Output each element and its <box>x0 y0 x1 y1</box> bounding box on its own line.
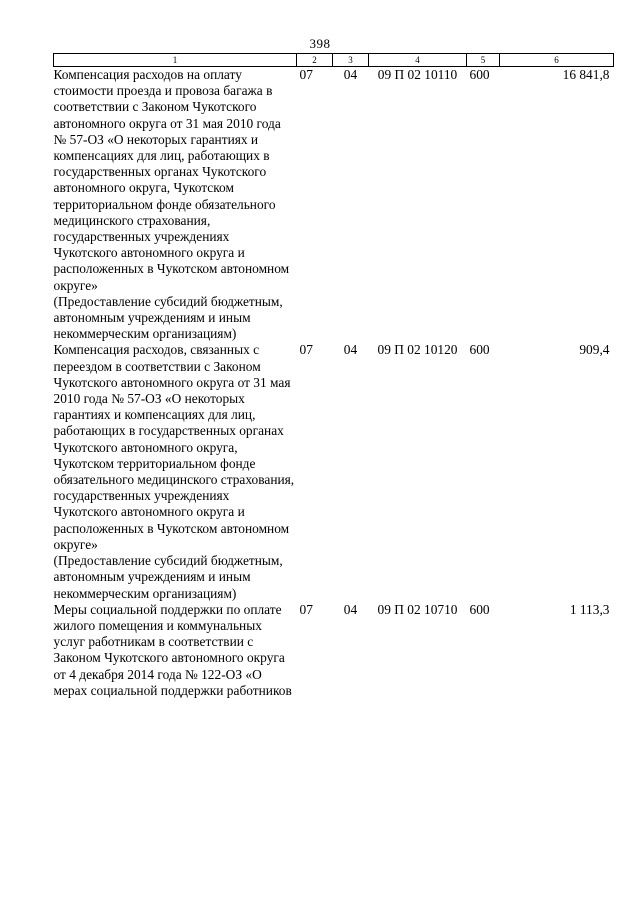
row-note: (Предоставление субсидий бюджетным, автономным учреждениям и иным некоммерческим организациям) <box>53 293 283 342</box>
row-description <box>54 602 297 699</box>
amount-value: 1 113,3 <box>569 601 610 617</box>
column-header-3: 3 <box>333 54 369 67</box>
subsection-code: 04 <box>343 67 358 82</box>
row-description <box>54 67 297 343</box>
column-header-5: 5 <box>467 54 500 67</box>
target-article-code: 09 П 02 10120 <box>377 342 458 358</box>
budget-table <box>53 53 614 699</box>
column-header-6: 6 <box>500 54 614 67</box>
table-row <box>54 602 614 699</box>
expense-kind-code: 600 <box>469 342 490 358</box>
column-header-1: 1 <box>54 54 297 67</box>
target-article-code: 09 П 02 10110 <box>377 67 458 82</box>
row-name: Компенсация расходов на оплату стоимости проезда и провоза багажа в соответствии с Законом Чукотского автономного округа от 31 мая 2010 года № 57-ОЗ «О некоторых гарантиях и компенсациях для лиц, работающих в государственных органах Чукотского автономного округа, Чукотском территориальном фонде обязательного медицинского страхования, государственных учреждениях Чукотского автономного округа и расположенных в Чукотском автономном округе» <box>53 67 290 293</box>
row-name: Компенсация расходов, связанных с переездом в соответствии с Законом Чукотского автономного округа от 31 мая 2010 года № 57-ОЗ «О некоторых гарантиях и компенсациях для лиц, работающих в государственных органах Чукотского автономного округа, Чукотском территориальном фонде обязательного медицинского страхования, государственных учреждениях Чукотского автономного округа и расположенных в Чукотском автономном округе» <box>53 342 295 552</box>
table-row <box>54 342 614 601</box>
section-code: 07 <box>299 342 313 358</box>
row-name: Меры социальной поддержки по оплате жилого помещения и коммунальных услуг работникам в соответствии с Законом Чукотского автономного округа от 4 декабря 2014 года № 122-ОЗ «О мерах социальной поддержки работников <box>53 601 292 698</box>
expense-kind-code: 600 <box>469 67 490 82</box>
target-article-code: 09 П 02 10710 <box>377 601 458 617</box>
table-row <box>54 67 614 343</box>
section-code: 07 <box>299 67 313 82</box>
subsection-code: 04 <box>343 601 358 617</box>
row-description <box>54 342 297 601</box>
amount-value: 909,4 <box>579 342 610 358</box>
column-header-4: 4 <box>369 54 467 67</box>
page-number: 398 <box>309 36 331 51</box>
row-note: (Предоставление субсидий бюджетным, автономным учреждениям и иным некоммерческим организациям) <box>53 553 283 601</box>
subsection-code: 04 <box>343 342 358 358</box>
section-code: 07 <box>299 601 313 617</box>
column-number-header-row <box>54 54 614 67</box>
column-header-2: 2 <box>297 54 333 67</box>
expense-kind-code: 600 <box>469 601 490 617</box>
amount-value: 16 841,8 <box>562 67 610 82</box>
